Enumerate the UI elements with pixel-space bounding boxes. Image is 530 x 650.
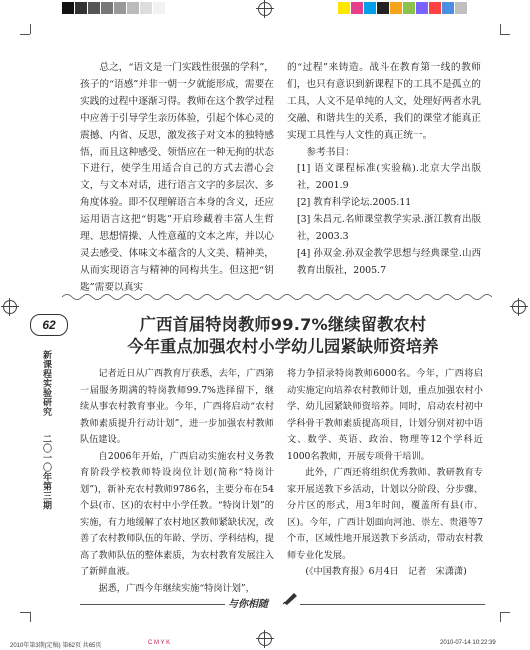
top-right-column [287,60,481,280]
trim-mark [500,612,501,622]
print-info: 2010年第3期(定稿) 第62页 共65页 [10,643,102,649]
trim-mark [30,24,31,34]
print-timestamp: 2010-07-14 10:22:39 [440,640,496,646]
pen-icon [282,591,300,605]
print-footer-left [10,640,101,649]
footer-tag-text: 与你相随 [228,599,268,610]
registration-mark-right [512,300,526,314]
print-footer-right [440,640,496,646]
reference-item: [2] 教育科学论坛.2005.11 [297,197,412,209]
footer-rule [80,604,225,605]
color-bar [338,2,468,14]
trim-mark [30,612,31,622]
registration-mark-top [258,2,272,16]
paragraph: 将力争招录特岗教师6000名。今年，广西将启动实施定向培养农村教师计划，重点加强农村小学、幼儿园紧缺师资培养。同时，启动农村初中学科骨干教师素质提高项目，计划分别对初中语文、数学、英语、政治、物理等12个学科近1000名教师，开展专项骨干培训。 [287,368,483,462]
registration-mark-left [3,300,17,314]
headline-block [78,314,488,358]
reference-item: [1] 语文课程标准(实验稿).北京大学出版社，2001.9 [297,163,481,192]
article-right-column [287,366,483,581]
journal-side-title [40,350,53,430]
trim-mark [500,612,510,613]
paragraph: 据悉，广西今年继续实施“特岗计划”， [98,582,255,594]
trim-mark [500,34,510,35]
page-number-badge [30,314,68,336]
page-number: 62 [42,318,56,332]
journal-side-issue [40,434,53,544]
trim-mark [20,612,30,613]
cmyk-label: C M Y K [148,640,171,646]
paragraph: 此外，广西还将组织优秀教师、教研教育专家开展送教下乡活动，计划以分阶段、分步骤、分片区的形式，用3年时间，覆盖所有县(市、区)。今年，广西计划面向河池、崇左、贵港等7个市，区域性地开展送教下乡活动，带动农村教师专业化发展。 [287,467,483,561]
footer-tag [228,595,268,610]
references-title: 参考书目： [306,146,355,158]
references-list [287,161,481,279]
reference-item: [3] 朱昌元.名师课堂教学实录.浙江教育出版社，2003.3 [297,214,481,243]
divider-line [62,292,492,302]
headline-line-1: 广西首届特岗教师99.7%继续留教农村 [139,315,427,334]
reference-item: [4] 孙双金.孙双金教学思想与经典课堂.山西教育出版社，2005.7 [297,247,481,276]
paragraph: 总之，“语文是一门实践性很强的学科”，孩子的“语感”并非一朝一夕就能形成，需要在实践的过程中逐渐习得。教师在这个教学过程中应善于引导学生亲历体验，引起个体心灵的震撼、内省、反思，激发孩子对文本的独特感悟，而且这种感受、领悟应在一种无拘的状态下进行，使学生用适合自己的方式去潜心会文，与文本对话，进行语言文字的多层次、多角度体验。即不仅理解语言本身的含义，还应运用语言这把“钥匙”开启珍藏着丰富人生哲理、思想情操、人性意蕴的文本之库，并以心灵去感受、体味文本蕴含的人文美、精神美，从而实现语言与精神的同构共生。但这把“钥匙”需要以真实 [80,62,274,293]
footer-rule [300,604,485,605]
print-footer-cmyk [148,640,170,646]
article-source: (《中国教育报》6月4日 记者 宋潇潇) [305,566,467,577]
trim-mark [20,34,30,35]
grayscale-bar [62,2,166,14]
registration-mark-bottom [258,632,272,646]
journal-issue: 二〇一〇年第三期 [41,434,51,510]
journal-name: 新课程实验研究 [41,350,51,417]
paragraph: 的“过程”来铸造。战斗在教育第一线的教师们，也只有意识到新课程下的工具不是孤立的工具，人文不是单纯的人文，处理好两者水乳交融、和谐共生的关系，我们的课堂才能真正实现工具性与人文性的真正统一。 [287,62,481,141]
headline-line-2: 今年重点加强农村小学幼儿园紧缺师资培养 [127,337,439,356]
paragraph: 记者近日从广西教育厅获悉，去年，广西第一届服务期满的特岗教师99.7%选择留下，继续从事农村教育事业。今年，广西将启动“农村教师素质提升行动计划”，进一步加强农村教师队伍建设。 [80,368,274,445]
article-left-column [80,366,274,597]
paragraph: 自2006年开始，广西启动实施农村义务教育阶段学校教师特设岗位计划(简称“特岗计划”)，新补充农村教师9786名，主要分布在54个县(市、区)的农村中小学任教。“特岗计划”的实施，有力地缓解了农村地区教师紧缺状况，改善了农村教师队伍的年龄、学历、学科结构，提高了教师队伍的整体素质，为农村教育发展注入了新鲜血液。 [80,450,274,577]
top-left-column [80,60,274,297]
trim-mark [500,24,501,34]
